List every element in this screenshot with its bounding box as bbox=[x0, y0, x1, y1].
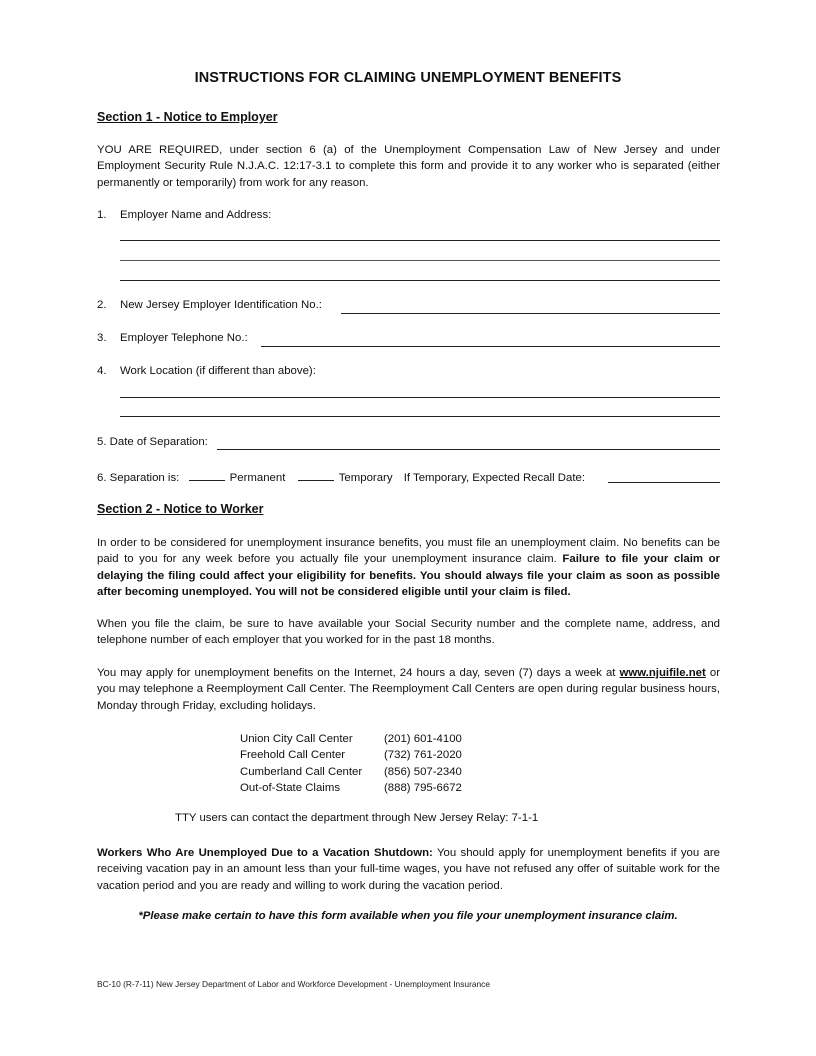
vacation-shutdown-text: You should apply for unemployment benefits if you are receiving vacation pay in an amount less than your full-time wages, you have not refused any offer of suitable work for the vacation period and you are ready and willing to work during the vacation period. bbox=[97, 847, 720, 892]
employer-id-line[interactable] bbox=[341, 313, 720, 314]
njuifile-link[interactable]: www.njuifile.net bbox=[619, 667, 706, 679]
call-center-phone: (732) 761-2020 bbox=[384, 749, 462, 762]
item-number: 1. bbox=[97, 209, 107, 221]
permanent-blank[interactable] bbox=[189, 469, 225, 481]
recall-date-label: If Temporary, Expected Recall Date: bbox=[403, 472, 585, 484]
section2-heading: Section 2 - Notice to Worker bbox=[97, 502, 264, 516]
recall-date-line[interactable] bbox=[608, 482, 720, 483]
separation-date-line[interactable] bbox=[217, 449, 720, 450]
call-center-phone: (856) 507-2340 bbox=[384, 765, 462, 778]
section1-heading: Section 1 - Notice to Employer bbox=[97, 110, 278, 124]
filing-requirement-text: In order to be considered for unemployment insurance benefits, you must file an unemployment claim. No benefits can be paid to you for any week before you actually file your unemployment insurance claim. bbox=[97, 537, 720, 566]
work-location-label: Work Location (if different than above): bbox=[120, 365, 316, 377]
call-center-row bbox=[240, 764, 462, 780]
item-number: 2. bbox=[97, 299, 107, 311]
call-center-name: Freehold Call Center bbox=[240, 749, 346, 762]
call-center-row bbox=[240, 747, 462, 763]
employer-name-line-2[interactable] bbox=[120, 260, 720, 261]
separation-date-label: 5. Date of Separation: bbox=[97, 436, 208, 448]
item-number: 4. bbox=[97, 365, 107, 377]
form-availability-notice: *Please make certain to have this form available when you file your unemployment insurance claim. bbox=[138, 910, 678, 922]
employer-name-line-3[interactable] bbox=[120, 280, 720, 281]
employer-id-item bbox=[97, 299, 322, 311]
vacation-shutdown-paragraph bbox=[97, 845, 720, 894]
call-center-name: Cumberland Call Center bbox=[240, 765, 363, 778]
section2-paragraph-2: When you file the claim, be sure to have available your Social Security number and the complete name, address, and telephone number of each employer that you worked for in the past 18 months. bbox=[97, 618, 720, 647]
temporary-blank[interactable] bbox=[298, 469, 334, 481]
employer-name-item bbox=[97, 209, 271, 221]
vacation-shutdown-heading: Workers Who Are Unemployed Due to a Vacation Shutdown: bbox=[97, 847, 433, 859]
page-title: INSTRUCTIONS FOR CLAIMING UNEMPLOYMENT BENEFITS bbox=[194, 70, 622, 86]
call-center-row bbox=[240, 780, 462, 796]
call-center-phone: (201) 601-4100 bbox=[384, 733, 462, 745]
employer-id-label: New Jersey Employer Identification No.: bbox=[120, 299, 322, 311]
employer-phone-line[interactable] bbox=[261, 346, 720, 347]
work-location-item bbox=[97, 365, 316, 377]
employer-name-label: Employer Name and Address: bbox=[120, 209, 272, 221]
separation-type-label: 6. Separation is: bbox=[97, 472, 180, 484]
section2-paragraph-3 bbox=[97, 665, 720, 714]
form-footer: BC-10 (R-7-11) New Jersey Department of Labor and Workforce Development - Unemployment Insurance bbox=[97, 979, 491, 989]
call-center-phone: (888) 795-6672 bbox=[384, 781, 462, 794]
employer-phone-item bbox=[97, 332, 248, 344]
employer-name-line-1[interactable] bbox=[120, 240, 720, 241]
call-center-name: Out-of-State Claims bbox=[240, 781, 341, 794]
permanent-label: Permanent bbox=[229, 472, 286, 484]
call-center-list bbox=[240, 731, 462, 796]
tty-info: TTY users can contact the department through New Jersey Relay: 7-1-1 bbox=[175, 812, 539, 824]
work-location-line-1[interactable] bbox=[120, 397, 720, 398]
employer-phone-label: Employer Telephone No.: bbox=[120, 332, 248, 344]
call-center-text: or you may telephone a Reemployment Call Center. The Reemployment Call Centers are open during regular business hours, Monday through Friday, excluding holidays. bbox=[97, 667, 720, 712]
section1-intro: YOU ARE REQUIRED, under section 6 (a) of the Unemployment Compensation Law of New Jersey and under Employment Security Rule N.J.A.C. 12:17-3.1 to complete this form and provide it to any worker who is separated (either permanently or temporarily) from work for any reason. bbox=[97, 144, 720, 189]
call-center-name: Union City Call Center bbox=[240, 733, 353, 745]
section2-paragraph-1 bbox=[97, 535, 720, 600]
separation-type-row bbox=[97, 469, 585, 484]
filing-warning-text: Failure to file your claim or delaying the filing could affect your eligibility for benefits. You should always file your claim as soon as possible after becoming unemployed. You will not be considered eligible until your claim is filed. bbox=[97, 553, 720, 598]
item-number: 3. bbox=[97, 332, 107, 344]
call-center-row bbox=[240, 731, 462, 747]
temporary-label: Temporary bbox=[338, 472, 393, 484]
apply-online-text: You may apply for unemployment benefits on the Internet, 24 hours a day, seven (7) days a week at bbox=[97, 667, 620, 679]
work-location-line-2[interactable] bbox=[120, 416, 720, 417]
